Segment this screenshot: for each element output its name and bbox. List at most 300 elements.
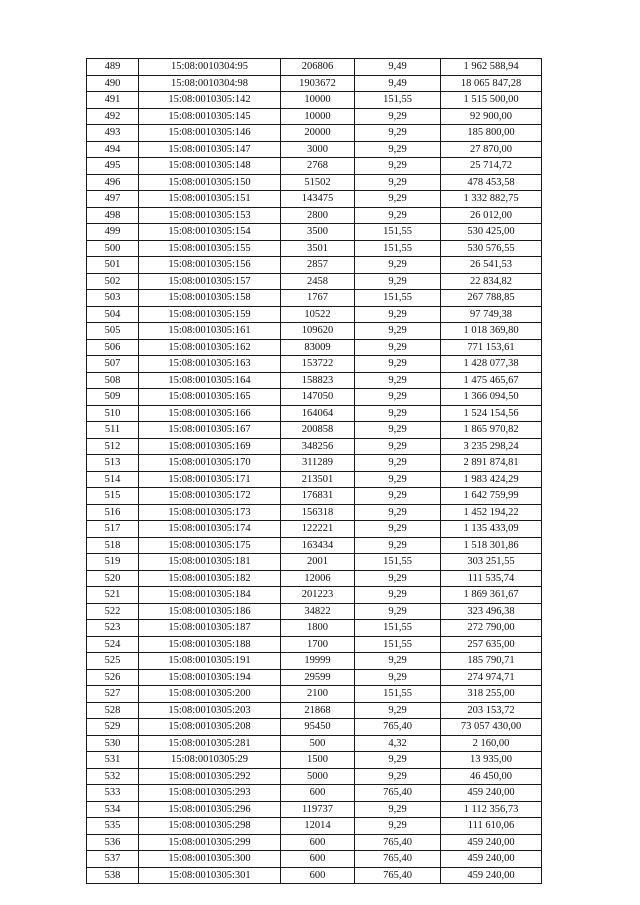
row-number-cell: 525 [87,653,139,670]
cadastral-number-cell: 15:08:0010305:157 [139,273,281,290]
area-cell: 2001 [281,554,355,571]
area-cell: 600 [281,867,355,884]
cadastral-number-cell: 15:08:0010305:156 [139,257,281,274]
table-row [87,702,542,719]
row-number-cell: 496 [87,174,139,191]
rate-cell: 9,29 [355,191,441,208]
area-cell: 143475 [281,191,355,208]
row-number-cell: 516 [87,504,139,521]
area-cell: 1500 [281,752,355,769]
rate-cell: 9,29 [355,669,441,686]
value-cell: 3 235 298,24 [441,438,542,455]
rate-cell: 765,40 [355,834,441,851]
value-cell: 25 714,72 [441,158,542,175]
rate-cell: 151,55 [355,290,441,307]
cadastral-number-cell: 15:08:0010305:163 [139,356,281,373]
value-cell: 73 057 430,00 [441,719,542,736]
area-cell: 2800 [281,207,355,224]
row-number-cell: 523 [87,620,139,637]
cadastral-number-cell: 15:08:0010305:159 [139,306,281,323]
area-cell: 1800 [281,620,355,637]
row-number-cell: 506 [87,339,139,356]
row-number-cell: 515 [87,488,139,505]
area-cell: 153722 [281,356,355,373]
value-cell: 1 983 424,29 [441,471,542,488]
table-row [87,59,542,76]
row-number-cell: 491 [87,92,139,109]
row-number-cell: 502 [87,273,139,290]
value-cell: 203 153,72 [441,702,542,719]
table-row [87,389,542,406]
rate-cell: 9,29 [355,273,441,290]
cadastral-number-cell: 15:08:0010304:98 [139,75,281,92]
area-cell: 147050 [281,389,355,406]
table-row [87,174,542,191]
row-number-cell: 518 [87,537,139,554]
rate-cell: 9,29 [355,323,441,340]
value-cell: 459 240,00 [441,851,542,868]
cadastral-number-cell: 15:08:0010305:181 [139,554,281,571]
rate-cell: 151,55 [355,224,441,241]
rate-cell: 9,49 [355,59,441,76]
cadastral-number-cell: 15:08:0010305:158 [139,290,281,307]
cadastral-number-cell: 15:08:0010305:194 [139,669,281,686]
rate-cell: 9,29 [355,702,441,719]
table-row [87,653,542,670]
row-number-cell: 536 [87,834,139,851]
row-number-cell: 520 [87,570,139,587]
value-cell: 318 255,00 [441,686,542,703]
value-cell: 26 541,53 [441,257,542,274]
cadastral-number-cell: 15:08:0010305:171 [139,471,281,488]
value-cell: 1 135 433,09 [441,521,542,538]
cadastral-number-cell: 15:08:0010305:293 [139,785,281,802]
area-cell: 83009 [281,339,355,356]
cadastral-number-cell: 15:08:0010305:167 [139,422,281,439]
table-row [87,405,542,422]
rate-cell: 9,29 [355,108,441,125]
table-row [87,158,542,175]
cadastral-number-cell: 15:08:0010305:169 [139,438,281,455]
cadastral-number-cell: 15:08:0010305:162 [139,339,281,356]
value-cell: 18 065 847,28 [441,75,542,92]
row-number-cell: 498 [87,207,139,224]
value-cell: 272 790,00 [441,620,542,637]
cadastral-number-cell: 15:08:0010305:187 [139,620,281,637]
row-number-cell: 505 [87,323,139,340]
row-number-cell: 535 [87,818,139,835]
area-cell: 34822 [281,603,355,620]
value-cell: 22 834,82 [441,273,542,290]
table-row [87,191,542,208]
row-number-cell: 517 [87,521,139,538]
cadastral-number-cell: 15:08:0010305:151 [139,191,281,208]
table-row [87,356,542,373]
cadastral-number-cell: 15:08:0010305:146 [139,125,281,142]
table-row [87,785,542,802]
rate-cell: 151,55 [355,686,441,703]
value-cell: 2 891 874,81 [441,455,542,472]
rate-cell: 9,29 [355,389,441,406]
value-cell: 771 153,61 [441,339,542,356]
rate-cell: 9,29 [355,339,441,356]
value-cell: 27 870,00 [441,141,542,158]
cadastral-number-cell: 15:08:0010305:164 [139,372,281,389]
rate-cell: 9,29 [355,603,441,620]
value-cell: 1 515 500,00 [441,92,542,109]
row-number-cell: 531 [87,752,139,769]
row-number-cell: 521 [87,587,139,604]
value-cell: 1 112 356,73 [441,801,542,818]
row-number-cell: 499 [87,224,139,241]
cadastral-number-cell: 15:08:0010305:188 [139,636,281,653]
cadastral-number-cell: 15:08:0010305:147 [139,141,281,158]
area-cell: 600 [281,834,355,851]
cadastral-number-cell: 15:08:0010305:165 [139,389,281,406]
rate-cell: 151,55 [355,620,441,637]
cadastral-number-cell: 15:08:0010305:172 [139,488,281,505]
area-cell: 158823 [281,372,355,389]
row-number-cell: 493 [87,125,139,142]
row-number-cell: 527 [87,686,139,703]
table-row [87,273,542,290]
cadastral-number-cell: 15:08:0010305:298 [139,818,281,835]
rate-cell: 9,29 [355,801,441,818]
area-cell: 500 [281,735,355,752]
table-row [87,669,542,686]
rate-cell: 9,29 [355,405,441,422]
table-row [87,75,542,92]
row-number-cell: 522 [87,603,139,620]
rate-cell: 9,29 [355,570,441,587]
row-number-cell: 503 [87,290,139,307]
cadastral-number-cell: 15:08:0010305:300 [139,851,281,868]
table-row [87,818,542,835]
area-cell: 3500 [281,224,355,241]
cadastral-number-cell: 15:08:0010305:175 [139,537,281,554]
rate-cell: 765,40 [355,785,441,802]
value-cell: 1 962 588,94 [441,59,542,76]
value-cell: 478 453,58 [441,174,542,191]
cadastral-number-cell: 15:08:0010305:182 [139,570,281,587]
rate-cell: 9,29 [355,537,441,554]
value-cell: 111 535,74 [441,570,542,587]
cadastral-number-cell: 15:08:0010305:170 [139,455,281,472]
value-cell: 1 518 301,86 [441,537,542,554]
rate-cell: 9,29 [355,257,441,274]
rate-cell: 151,55 [355,92,441,109]
table-row [87,587,542,604]
row-number-cell: 513 [87,455,139,472]
cadastral-number-cell: 15:08:0010305:155 [139,240,281,257]
area-cell: 95450 [281,719,355,736]
table-row [87,554,542,571]
value-cell: 459 240,00 [441,785,542,802]
row-number-cell: 495 [87,158,139,175]
rate-cell: 9,29 [355,174,441,191]
rate-cell: 9,29 [355,141,441,158]
table-row [87,422,542,439]
cadastral-value-table [86,58,542,884]
row-number-cell: 497 [87,191,139,208]
rate-cell: 9,29 [355,471,441,488]
cadastral-number-cell: 15:08:0010305:150 [139,174,281,191]
table-row [87,488,542,505]
rate-cell: 9,29 [355,158,441,175]
row-number-cell: 507 [87,356,139,373]
value-cell: 1 332 882,75 [441,191,542,208]
area-cell: 29599 [281,669,355,686]
area-cell: 2100 [281,686,355,703]
table-row [87,768,542,785]
cadastral-number-cell: 15:08:0010305:281 [139,735,281,752]
value-cell: 323 496,38 [441,603,542,620]
cadastral-number-cell: 15:08:0010305:142 [139,92,281,109]
value-cell: 459 240,00 [441,867,542,884]
area-cell: 3000 [281,141,355,158]
cadastral-number-cell: 15:08:0010305:173 [139,504,281,521]
table-row [87,537,542,554]
cadastral-number-cell: 15:08:0010305:174 [139,521,281,538]
table-row [87,108,542,125]
cadastral-number-cell: 15:08:0010305:301 [139,867,281,884]
rate-cell: 9,29 [355,422,441,439]
value-cell: 92 900,00 [441,108,542,125]
area-cell: 10522 [281,306,355,323]
area-cell: 10000 [281,108,355,125]
value-cell: 267 788,85 [441,290,542,307]
row-number-cell: 494 [87,141,139,158]
area-cell: 176831 [281,488,355,505]
table-row [87,834,542,851]
rate-cell: 151,55 [355,240,441,257]
table-row [87,207,542,224]
cadastral-number-cell: 15:08:0010305:29 [139,752,281,769]
table-row [87,851,542,868]
value-cell: 26 012,00 [441,207,542,224]
table-row [87,686,542,703]
area-cell: 12014 [281,818,355,835]
row-number-cell: 514 [87,471,139,488]
cadastral-number-cell: 15:08:0010305:186 [139,603,281,620]
row-number-cell: 509 [87,389,139,406]
rate-cell: 9,29 [355,504,441,521]
rate-cell: 9,29 [355,488,441,505]
cadastral-number-cell: 15:08:0010305:296 [139,801,281,818]
row-number-cell: 511 [87,422,139,439]
rate-cell: 151,55 [355,554,441,571]
table-row [87,455,542,472]
cadastral-number-cell: 15:08:0010305:292 [139,768,281,785]
row-number-cell: 534 [87,801,139,818]
table-row [87,735,542,752]
cadastral-number-cell: 15:08:0010305:154 [139,224,281,241]
table-row [87,240,542,257]
row-number-cell: 537 [87,851,139,868]
table-row [87,719,542,736]
cadastral-number-cell: 15:08:0010305:299 [139,834,281,851]
table-row [87,570,542,587]
value-cell: 111 610,06 [441,818,542,835]
row-number-cell: 490 [87,75,139,92]
value-cell: 185 800,00 [441,125,542,142]
table-row [87,521,542,538]
value-cell: 274 974,71 [441,669,542,686]
row-number-cell: 533 [87,785,139,802]
row-number-cell: 501 [87,257,139,274]
area-cell: 109620 [281,323,355,340]
rate-cell: 9,29 [355,587,441,604]
table-row [87,125,542,142]
area-cell: 2857 [281,257,355,274]
table-row [87,224,542,241]
table-row [87,801,542,818]
value-cell: 1 452 194,22 [441,504,542,521]
row-number-cell: 512 [87,438,139,455]
cadastral-number-cell: 15:08:0010305:153 [139,207,281,224]
area-cell: 51502 [281,174,355,191]
table-row [87,257,542,274]
cadastral-number-cell: 15:08:0010305:148 [139,158,281,175]
cadastral-number-cell: 15:08:0010305:184 [139,587,281,604]
row-number-cell: 530 [87,735,139,752]
rate-cell: 9,29 [355,455,441,472]
area-cell: 5000 [281,768,355,785]
cadastral-number-cell: 15:08:0010305:200 [139,686,281,703]
table-row [87,306,542,323]
rate-cell: 9,29 [355,818,441,835]
value-cell: 530 425,00 [441,224,542,241]
value-cell: 1 642 759,99 [441,488,542,505]
table-row [87,620,542,637]
area-cell: 19999 [281,653,355,670]
table-row [87,636,542,653]
area-cell: 201223 [281,587,355,604]
rate-cell: 4,32 [355,735,441,752]
rate-cell: 9,29 [355,356,441,373]
rate-cell: 765,40 [355,719,441,736]
area-cell: 122221 [281,521,355,538]
row-number-cell: 519 [87,554,139,571]
row-number-cell: 489 [87,59,139,76]
area-cell: 164064 [281,405,355,422]
value-cell: 303 251,55 [441,554,542,571]
table-row [87,752,542,769]
row-number-cell: 526 [87,669,139,686]
area-cell: 163434 [281,537,355,554]
table-row [87,339,542,356]
rate-cell: 151,55 [355,636,441,653]
value-cell: 1 475 465,67 [441,372,542,389]
value-cell: 2 160,00 [441,735,542,752]
area-cell: 2458 [281,273,355,290]
area-cell: 200858 [281,422,355,439]
cadastral-number-cell: 15:08:0010305:191 [139,653,281,670]
rate-cell: 765,40 [355,867,441,884]
cadastral-number-cell: 15:08:0010304:95 [139,59,281,76]
table-row [87,372,542,389]
area-cell: 20000 [281,125,355,142]
row-number-cell: 532 [87,768,139,785]
table-row [87,603,542,620]
table-row [87,323,542,340]
rate-cell: 9,49 [355,75,441,92]
cadastral-number-cell: 15:08:0010305:145 [139,108,281,125]
row-number-cell: 529 [87,719,139,736]
value-cell: 1 865 970,82 [441,422,542,439]
area-cell: 119737 [281,801,355,818]
area-cell: 311289 [281,455,355,472]
rate-cell: 9,29 [355,438,441,455]
area-cell: 348256 [281,438,355,455]
value-cell: 459 240,00 [441,834,542,851]
area-cell: 600 [281,851,355,868]
rate-cell: 9,29 [355,521,441,538]
value-cell: 1 869 361,67 [441,587,542,604]
rate-cell: 9,29 [355,653,441,670]
rate-cell: 765,40 [355,851,441,868]
value-cell: 185 790,71 [441,653,542,670]
cadastral-number-cell: 15:08:0010305:166 [139,405,281,422]
table-row [87,141,542,158]
area-cell: 12006 [281,570,355,587]
row-number-cell: 524 [87,636,139,653]
cadastral-number-cell: 15:08:0010305:161 [139,323,281,340]
area-cell: 600 [281,785,355,802]
row-number-cell: 500 [87,240,139,257]
row-number-cell: 508 [87,372,139,389]
area-cell: 3501 [281,240,355,257]
cadastral-number-cell: 15:08:0010305:203 [139,702,281,719]
value-cell: 257 635,00 [441,636,542,653]
area-cell: 1767 [281,290,355,307]
table-row [87,471,542,488]
area-cell: 21868 [281,702,355,719]
value-cell: 13 935,00 [441,752,542,769]
table-row [87,504,542,521]
rate-cell: 9,29 [355,125,441,142]
row-number-cell: 504 [87,306,139,323]
table-body [87,59,542,884]
value-cell: 1 428 077,38 [441,356,542,373]
rate-cell: 9,29 [355,372,441,389]
rate-cell: 9,29 [355,768,441,785]
area-cell: 10000 [281,92,355,109]
value-cell: 97 749,38 [441,306,542,323]
rate-cell: 9,29 [355,306,441,323]
row-number-cell: 538 [87,867,139,884]
table-row [87,867,542,884]
area-cell: 156318 [281,504,355,521]
cadastral-number-cell: 15:08:0010305:208 [139,719,281,736]
table-row [87,92,542,109]
row-number-cell: 528 [87,702,139,719]
value-cell: 530 576,55 [441,240,542,257]
value-cell: 1 366 094,50 [441,389,542,406]
area-cell: 206806 [281,59,355,76]
table-row [87,438,542,455]
rate-cell: 9,29 [355,752,441,769]
rate-cell: 9,29 [355,207,441,224]
row-number-cell: 492 [87,108,139,125]
value-cell: 1 018 369,80 [441,323,542,340]
area-cell: 2768 [281,158,355,175]
value-cell: 46 450,00 [441,768,542,785]
row-number-cell: 510 [87,405,139,422]
area-cell: 1903672 [281,75,355,92]
table-row [87,290,542,307]
area-cell: 1700 [281,636,355,653]
